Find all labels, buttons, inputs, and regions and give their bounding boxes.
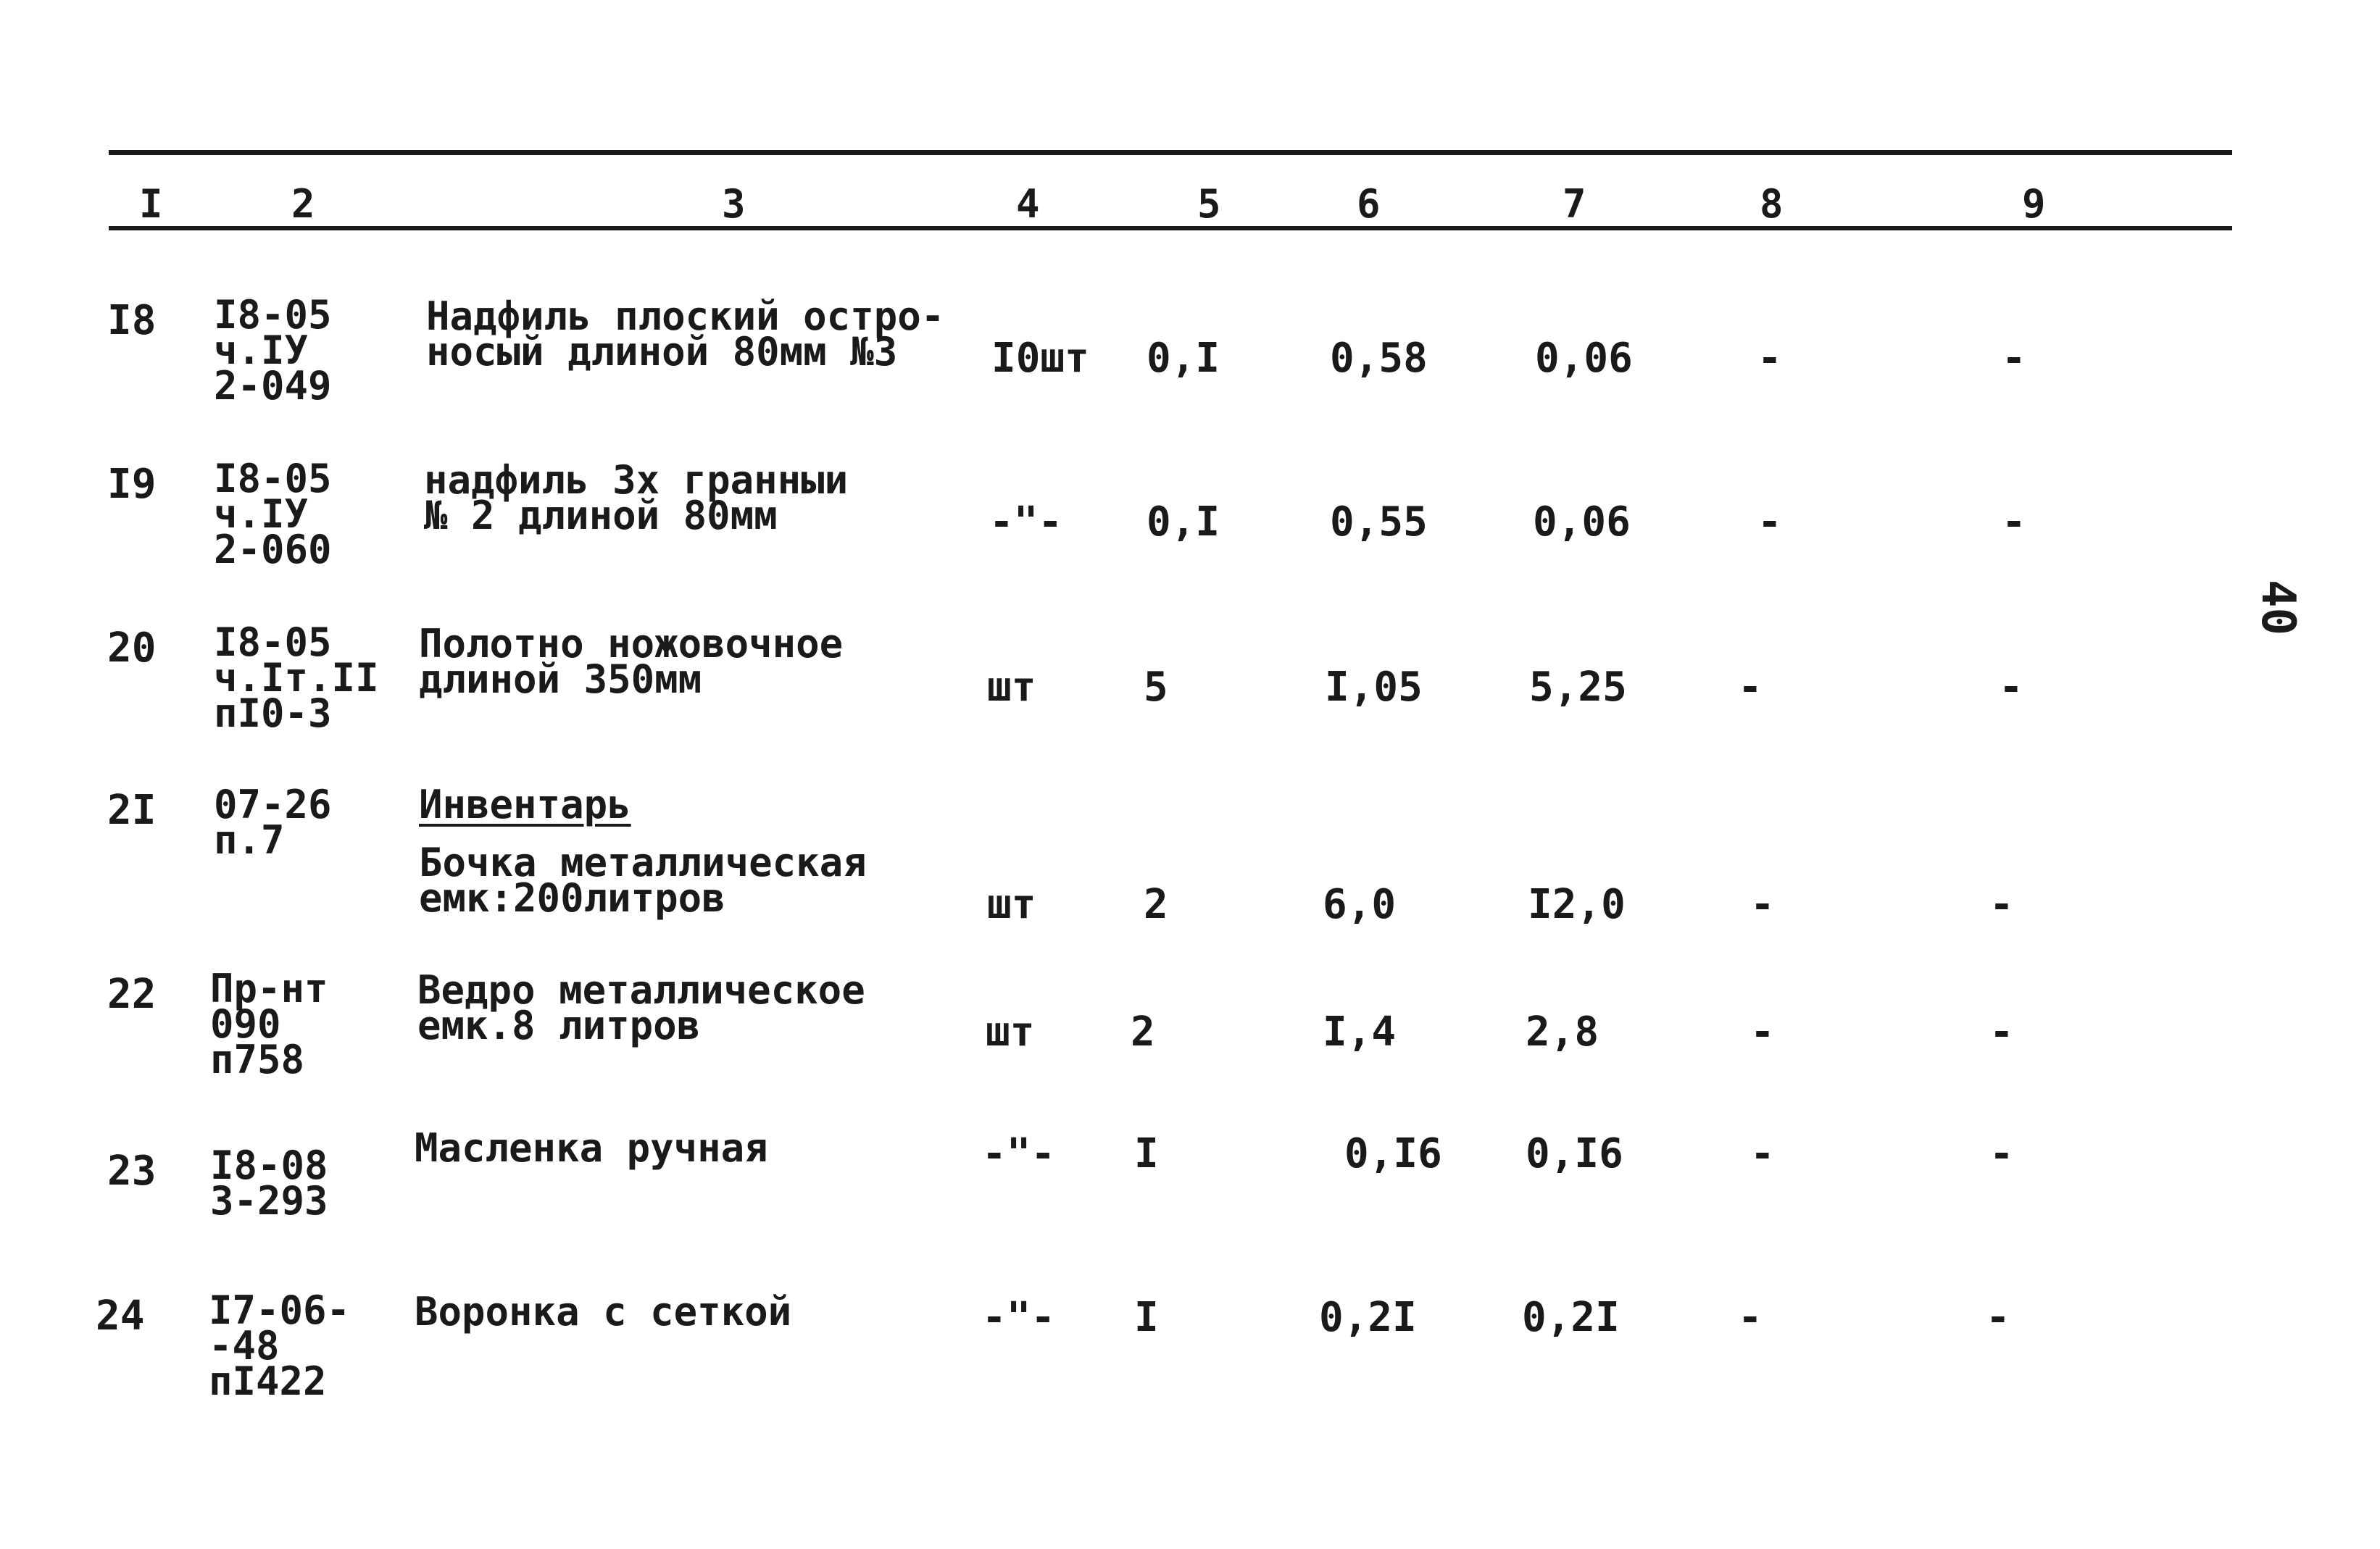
column-header-5: 5 (1197, 181, 1221, 227)
sum: 0,06 (1533, 498, 1631, 546)
quantity: I (1134, 1130, 1159, 1177)
column-8-value: - (1738, 1294, 1763, 1341)
column-9-value: - (1986, 1294, 2010, 1341)
column-9-value: - (1999, 664, 2023, 711)
column-8-value: - (1750, 1009, 1775, 1056)
code-line: ч.IУ (214, 491, 309, 537)
code-line: ч.Iт.II (214, 655, 379, 701)
quantity: 0,I (1147, 498, 1220, 546)
code-line: I8-08 (210, 1143, 328, 1188)
section-heading: Инвентарь (419, 782, 631, 827)
code-line: I8-05 (214, 619, 332, 665)
code-line: ч.IУ (214, 327, 309, 373)
sum: 5,25 (1529, 664, 1627, 711)
column-header-2: 2 (291, 181, 315, 227)
row-number: 23 (107, 1148, 157, 1195)
item-name-line: носый длиной 80мм №3 (426, 329, 898, 375)
quantity: 2 (1131, 1009, 1155, 1056)
item-name-line: Ведро металлическое (417, 967, 865, 1013)
code-line: 3-293 (210, 1178, 328, 1224)
code-line: I8-05 (214, 292, 332, 338)
row-number: 22 (107, 971, 157, 1018)
column-9-value: - (1989, 881, 2014, 928)
quantity: 2 (1144, 881, 1168, 928)
column-8-value: - (1750, 1130, 1775, 1177)
table-top-rule (109, 150, 2232, 155)
unit: шт (987, 881, 1036, 928)
price: I,4 (1323, 1009, 1397, 1056)
code-line: 2-049 (214, 363, 332, 409)
price: I,05 (1325, 664, 1423, 711)
row-number: 20 (107, 625, 157, 672)
quantity: I (1134, 1294, 1159, 1341)
row-number: I8 (107, 297, 157, 344)
sum: 0,06 (1535, 335, 1633, 382)
column-8-value: - (1757, 335, 1782, 382)
column-header-7: 7 (1563, 181, 1586, 227)
column-9-value: - (1989, 1130, 2014, 1177)
column-header-8: 8 (1760, 181, 1784, 227)
item-name-line: надфиль 3х гранныи (424, 457, 849, 503)
code-line: пI0-3 (214, 690, 332, 736)
column-header-3: 3 (722, 181, 746, 227)
item-name-line: емк.8 литров (417, 1003, 701, 1048)
price: 0,58 (1330, 335, 1428, 382)
item-name-line: Воронка с сеткой (415, 1289, 792, 1335)
column-8-value: - (1750, 881, 1775, 928)
column-header-6: 6 (1357, 181, 1381, 227)
unit: -"- (989, 498, 1063, 546)
code-line: 090 (210, 1001, 281, 1047)
item-name-line: Бочка металлическая (419, 840, 867, 885)
item-name-line: Надфиль плоский остро- (426, 293, 945, 339)
column-header-1: I (139, 181, 163, 227)
column-header-4: 4 (1016, 181, 1040, 227)
column-9-value: - (1989, 1009, 2014, 1056)
code-line: 07-26 (214, 782, 332, 827)
code-line: Пр-нт (210, 966, 328, 1011)
code-line: п.7 (214, 817, 285, 863)
unit: -"- (982, 1130, 1056, 1177)
price: 0,I6 (1344, 1130, 1442, 1177)
column-header-9: 9 (2022, 181, 2046, 227)
sum: 0,I6 (1526, 1130, 1623, 1177)
page-number: 40 (2251, 580, 2305, 636)
sum: 0,2I (1522, 1294, 1620, 1341)
code-line: -48 (209, 1323, 280, 1369)
column-9-value: - (2002, 498, 2026, 546)
unit: -"- (982, 1294, 1056, 1341)
quantity: 5 (1144, 664, 1168, 711)
column-9-value: - (2002, 335, 2026, 382)
code-line: I7-06- (209, 1287, 351, 1333)
sum: I2,0 (1528, 881, 1626, 928)
unit: I0шт (991, 335, 1089, 382)
item-name-line: емк:200литров (419, 875, 725, 921)
item-name-line: Масленка ручная (415, 1125, 768, 1171)
row-number: I9 (107, 461, 157, 508)
quantity: 0,I (1147, 335, 1220, 382)
code-line: I8-05 (214, 456, 332, 501)
unit: шт (986, 1009, 1035, 1056)
column-8-value: - (1738, 664, 1763, 711)
row-number: 2I (107, 787, 157, 834)
price: 0,2I (1319, 1294, 1417, 1341)
price: 0,55 (1330, 498, 1428, 546)
column-8-value: - (1757, 498, 1782, 546)
item-name-line: № 2 длиной 80мм (424, 493, 778, 538)
code-line: пI422 (209, 1358, 327, 1404)
table-header-rule (109, 226, 2232, 230)
price: 6,0 (1323, 881, 1397, 928)
item-name-line: Полотно ножовочное (419, 621, 844, 667)
item-name-line: длиной 350мм (419, 656, 702, 702)
code-line: п758 (210, 1037, 305, 1082)
row-number: 24 (96, 1293, 145, 1340)
code-line: 2-060 (214, 527, 332, 572)
sum: 2,8 (1526, 1009, 1599, 1056)
unit: шт (987, 664, 1036, 711)
